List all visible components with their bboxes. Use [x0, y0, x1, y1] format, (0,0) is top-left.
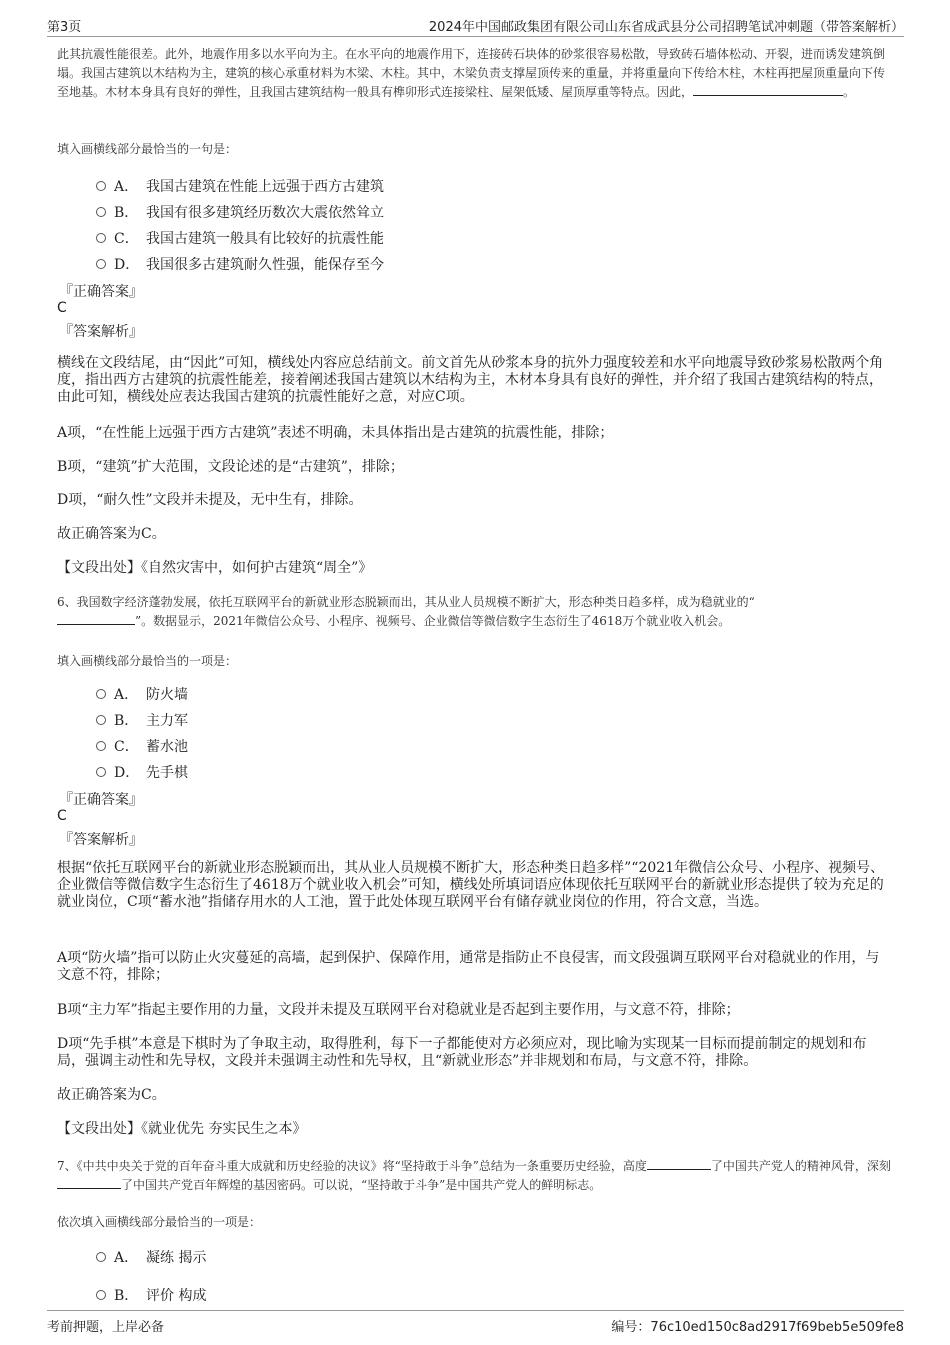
q6-option-d[interactable]: D． 先手棋 — [96, 762, 188, 782]
radio-icon[interactable] — [96, 259, 106, 269]
radio-icon[interactable] — [96, 181, 106, 191]
q5-analysis-p4: D项，“耐久性”文段并未提及，无中生有，排除。 — [57, 492, 363, 508]
q5-analysis-p5: 故正确答案为C。 — [57, 526, 166, 542]
q7-blank-1 — [647, 1157, 711, 1170]
radio-icon[interactable] — [96, 207, 106, 217]
radio-icon[interactable] — [96, 1290, 106, 1300]
q5-blank — [693, 83, 843, 96]
q7-blank-2 — [57, 1176, 121, 1189]
q6-analysis-p4: D项“先手棋”本意是下棋时为了争取主动，取得胜利，每下一子都能使对方必须应对，现比喻为实现某一目标而提前制定的规划和布局，强调主动性和先导权，文段并未强调主动性和先导权，且“新就业形态”并非规划和布局，与文意不符，排除。 — [57, 1036, 867, 1069]
q6-analysis-label: 『答案解析』 — [59, 832, 143, 848]
q5-option-b[interactable]: B． 我国有很多建筑经历数次大震依然耸立 — [96, 202, 384, 222]
page-header — [47, 10, 904, 37]
page-number: 第3页 — [47, 20, 82, 35]
q6-analysis-p3: B项“主力军”指起主要作用的力量，文段并未提及互联网平台对稳就业是否起到主要作用，与文意不符，排除； — [57, 1002, 740, 1018]
radio-icon[interactable] — [96, 767, 106, 777]
radio-icon[interactable] — [96, 741, 106, 751]
q7-prompt: 依次填入画横线部分最恰当的一项是： — [57, 1215, 262, 1229]
document-title: 2024年中国邮政集团有限公司山东省成武县分公司招聘笔试冲刺题（带答案解析） — [428, 20, 904, 35]
q5-answer: C — [57, 300, 67, 316]
q5-analysis-p2: A项，“在性能上远强于西方古建筑”表述不明确，未具体指出是古建筑的抗震性能，排除； — [57, 425, 614, 441]
q5-passage: 此其抗震性能很差。此外，地震作用多以水平向为主。在水平向的地震作用下，连接砖石块体的砂浆很容易松散，导致砖石墙体松动、开裂，进而诱发建筑倒塌。我国古建筑以木结构为主，建筑的核心承重材料为木梁、木柱。其中，木梁负责支撑屋顶传来的重量，并将重量向下传给木柱，木柱再把屋顶重量向下传至地基。木材本身具有良好的弹性，且我国古建筑结构一般具有榫卯形式连接梁柱、屋架低矮、屋顶厚重等特点。因此， 。 — [57, 47, 886, 99]
q5-option-d[interactable]: D． 我国很多古建筑耐久性强，能保存至今 — [96, 254, 384, 274]
q6-option-a[interactable]: A． 防火墙 — [96, 684, 188, 704]
footer-serial: 编号：76c10ed150c8ad2917f69beb5e509fe8 — [611, 1320, 904, 1335]
footer-slogan: 考前押题，上岸必备 — [47, 1320, 165, 1335]
q5-analysis-p3: B项，“建筑”扩大范围，文段论述的是“古建筑”，排除； — [57, 459, 404, 475]
q6-stem: 6、我国数字经济蓬勃发展，依托互联网平台的新就业形态脱颖而出，其从业人员规模不断扩大，形态种类日趋多样，成为稳就业的“ ”。数据显示，2021年微信公众号、小程序、视频号、企业微信等微信数字生态衍生了4618万个就业收入机会。 — [57, 595, 755, 628]
q7-stem: 7、《中共中央关于党的百年奋斗重大成就和历史经验的决议》将“坚持敢于斗争”总结为一条重要历史经验，高度 了中国共产党人的精神风骨，深刻了中国共产党百年辉煌的基因密码。可以说，“坚持敢于斗争”是中国共产党人的鲜明标志。 — [57, 1159, 891, 1192]
q6-source: 【文段出处】《就业优先 夯实民生之本》 — [57, 1121, 307, 1137]
q6-option-b[interactable]: B． 主力军 — [96, 710, 188, 730]
q5-source: 【文段出处】《自然灾害中，如何护古建筑“周全”》 — [57, 560, 373, 576]
q5-option-a[interactable]: A． 我国古建筑在性能上远强于西方古建筑 — [96, 176, 384, 196]
q7-option-a[interactable]: A． 凝练 揭示 — [96, 1247, 206, 1267]
radio-icon[interactable] — [96, 689, 106, 699]
q7-option-b[interactable]: B． 评价 构成 — [96, 1285, 206, 1305]
q6-analysis-p1: 根据“依托互联网平台的新就业形态脱颖而出，其从业人员规模不断扩大，形态种类日趋多样”“2021年微信公众号、小程序、视频号、企业微信等微信数字生态衍生了4618万个就业收入机会”可知，横线处所填词语应体现依托互联网平台的新就业形态提供了较为充足的就业岗位，C项“蓄水池”指储存用水的人工池，置于此处体现互联网平台有储存就业岗位的作用，符合文意，当选。 — [57, 860, 885, 910]
q5-prompt: 填入画横线部分最恰当的一句是： — [57, 142, 238, 156]
page-footer — [47, 1310, 904, 1337]
q6-analysis-p5: 故正确答案为C。 — [57, 1087, 166, 1103]
q6-answer-label: 『正确答案』 — [59, 792, 143, 808]
radio-icon[interactable] — [96, 233, 106, 243]
q6-analysis-p2: A项“防火墙”指可以防止火灾蔓延的高墙，起到保护、保障作用，通常是指防止不良侵害，而文段强调互联网平台对稳就业的作用，与文意不符，排除； — [57, 950, 880, 983]
q6-blank — [57, 612, 135, 625]
q5-analysis-p1: 横线在文段结尾，由“因此”可知，横线处内容应总结前文。前文首先从砂浆本身的抗外力强度较差和水平向地震导致砂浆易松散两个角度，指出西方古建筑的抗震性能差，接着阐述我国古建筑以木结构为主，木材本身具有良好的弹性，并介绍了我国古建筑结构的特点，由此可知，横线处应表达我国古建筑的抗震性能好之意，对应C项。 — [57, 355, 884, 405]
q6-option-c[interactable]: C． 蓄水池 — [96, 736, 188, 756]
q5-answer-label: 『正确答案』 — [59, 284, 143, 300]
q6-answer: C — [57, 808, 67, 824]
radio-icon[interactable] — [96, 715, 106, 725]
q5-option-c[interactable]: C． 我国古建筑一般具有比较好的抗震性能 — [96, 228, 384, 248]
q6-prompt: 填入画横线部分最恰当的一项是： — [57, 654, 238, 668]
q5-analysis-label: 『答案解析』 — [59, 324, 143, 340]
radio-icon[interactable] — [96, 1252, 106, 1262]
